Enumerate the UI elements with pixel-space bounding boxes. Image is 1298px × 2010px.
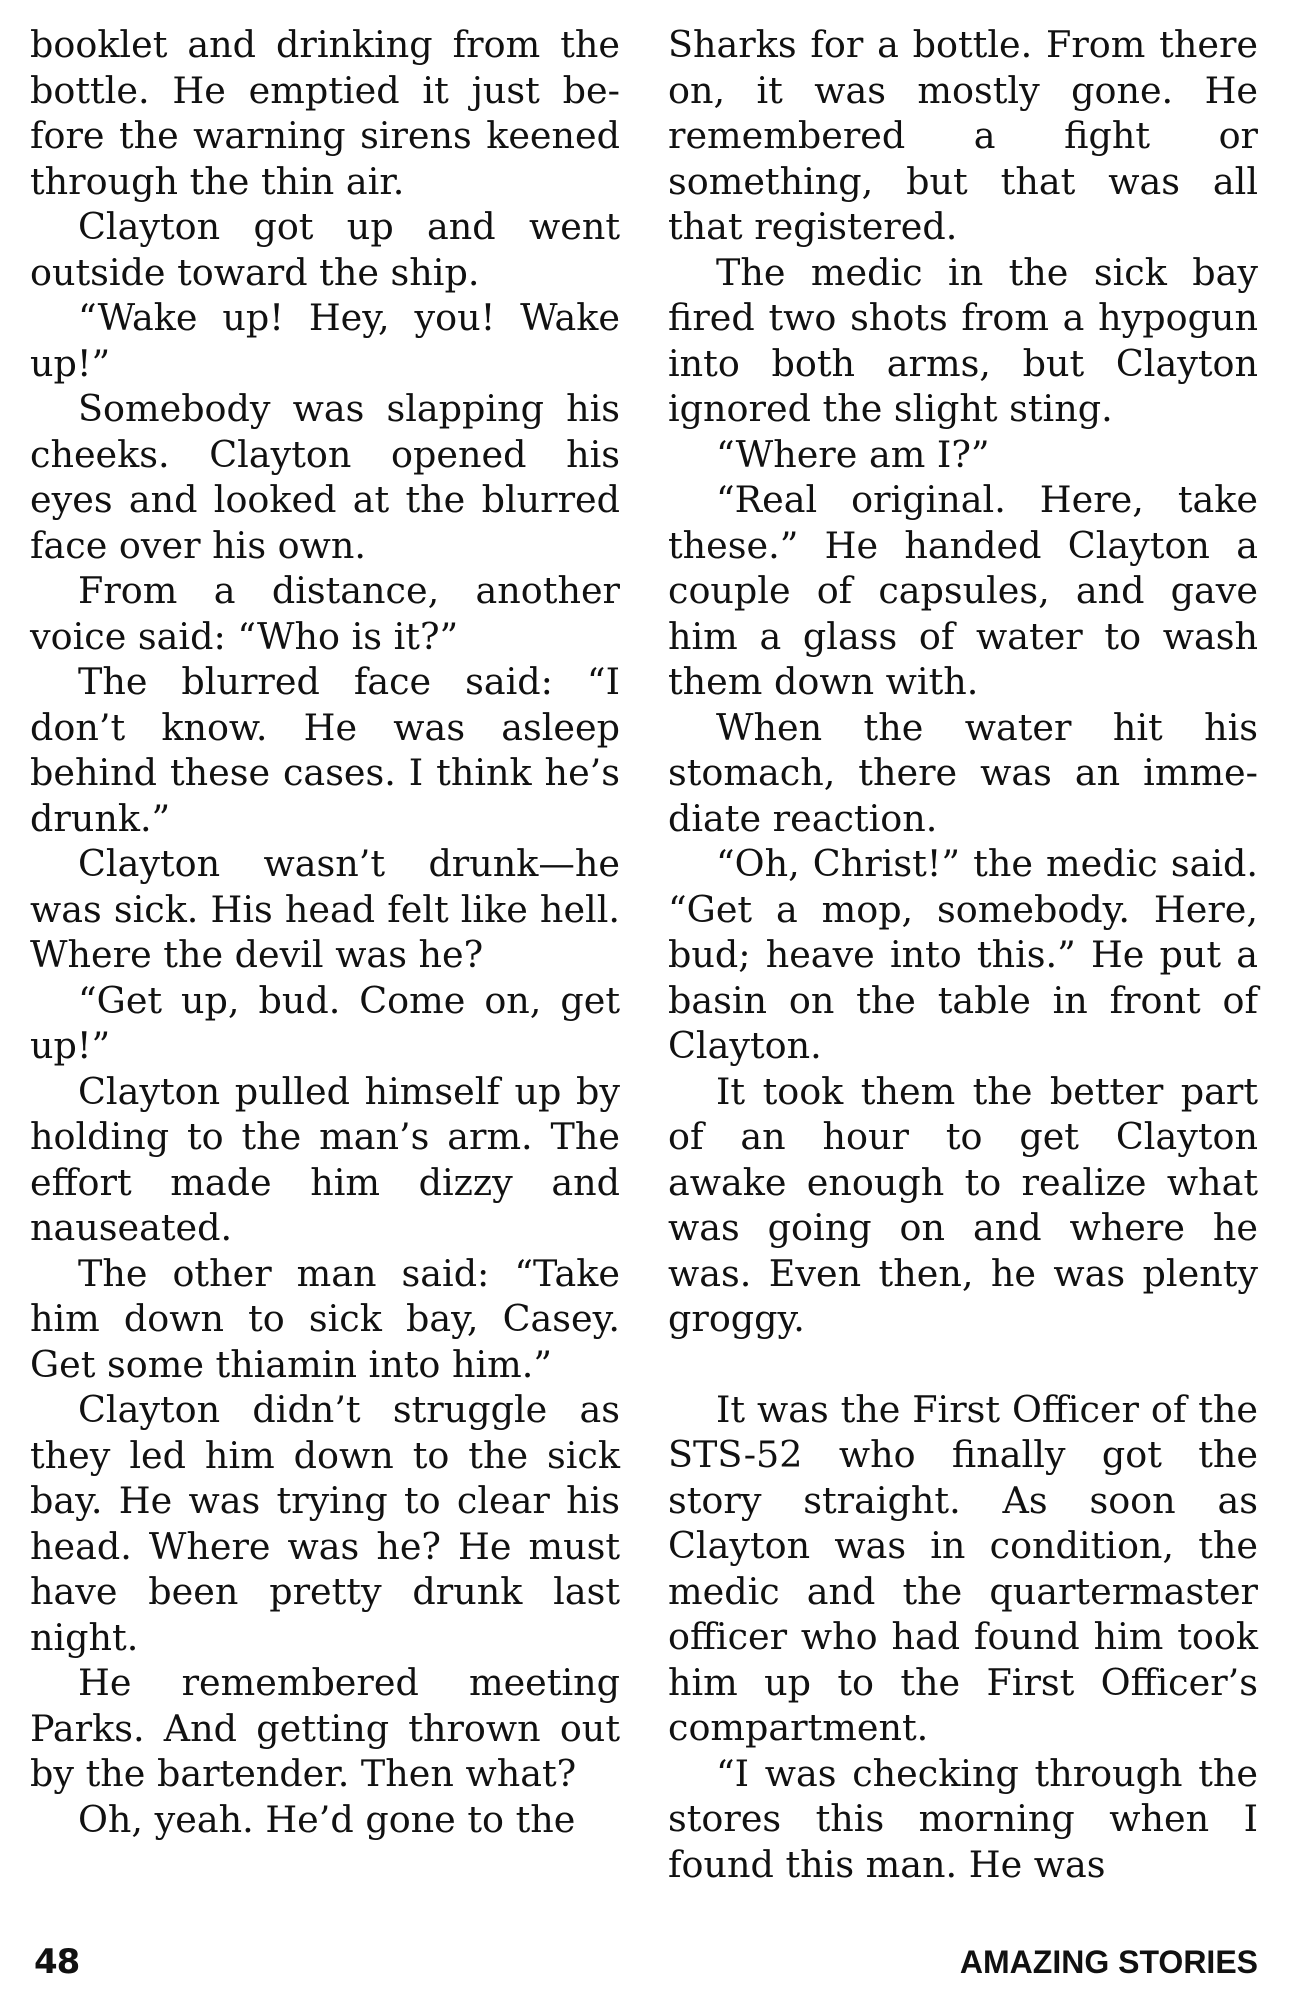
paragraph: Clayton didn’t struggle as they led him down to the sick bay. He was trying to clear his head. Where was he? He must have been pretty drunk last night. <box>30 1388 620 1659</box>
right-column <box>668 22 1258 1887</box>
paragraph: Clayton got up and went outside toward the ship. <box>30 205 620 294</box>
left-column <box>30 22 620 1842</box>
paragraph: Somebody was slapping his cheeks. Clayton opened his eyes and looked at the blurred face over his own. <box>30 387 620 567</box>
paragraph: The medic in the sick bay fired two shots from a hypogun into both arms, but Clayton ignored the slight sting. <box>668 250 1258 430</box>
paragraph: Clayton pulled himself up by holding to the man’s arm. The effort made him dizzy and nauseated. <box>30 1069 620 1249</box>
paragraph: “Wake up! Hey, you! Wake up!” <box>30 296 620 385</box>
paragraph: “I was checking through the stores this morning when I found this man. He was <box>668 1751 1258 1886</box>
paragraph: The other man said: “Take him down to sick bay, Casey. Get some thiamin into him.” <box>30 1251 620 1386</box>
paragraph: From a distance, another voice said: “Who is it?” <box>30 569 620 658</box>
paragraph: It took them the better part of an hour to get Clayton awake enough to realize what was going on and where he was. Even then, he was plenty groggy. <box>668 1069 1258 1340</box>
section-break <box>668 1342 1258 1387</box>
paragraph: “Oh, Christ!” the medic said. “Get a mop, somebody. Here, bud; heave into this.” He put a basin on the table in front of Clayton. <box>668 842 1258 1067</box>
page-number: 48 <box>34 1942 80 1982</box>
paragraph: When the water hit his stomach, there was an immediate reaction. <box>668 705 1258 840</box>
paragraph: Sharks for a bottle. From there on, it was mostly gone. He remembered a fight or something, but that was all that registered. <box>668 23 1258 248</box>
paragraph: Clayton wasn’t drunk—he was sick. His head felt like hell. Where the devil was he? <box>30 842 620 976</box>
paragraph: “Get up, bud. Come on, get up!” <box>30 978 620 1067</box>
paragraph: It was the First Officer of the STS-52 who finally got the story straight. As soon as Clayton was in condition, the medic and the quartermaster officer who had found him took him up to the First Officer’s compartment. <box>668 1387 1258 1749</box>
running-footer-title: AMAZING STORIES <box>959 1944 1258 1980</box>
paragraph: booklet and drinking from the bottle. He emptied it just before the warning sirens keened through the thin air. <box>30 23 620 203</box>
paragraph: “Real original. Here, take these.” He handed Clayton a couple of capsules, and gave him a glass of water to wash them down with. <box>668 478 1258 703</box>
paragraph: He remembered meeting Parks. And getting thrown out by the bartender. Then what? <box>30 1661 620 1795</box>
paragraph: “Where am I?” <box>716 432 990 476</box>
paragraph: Oh, yeah. He’d gone to the <box>78 1797 576 1841</box>
paragraph: The blurred face said: “I don’t know. He was asleep behind these cases. I think he’s drunk.” <box>30 660 620 840</box>
